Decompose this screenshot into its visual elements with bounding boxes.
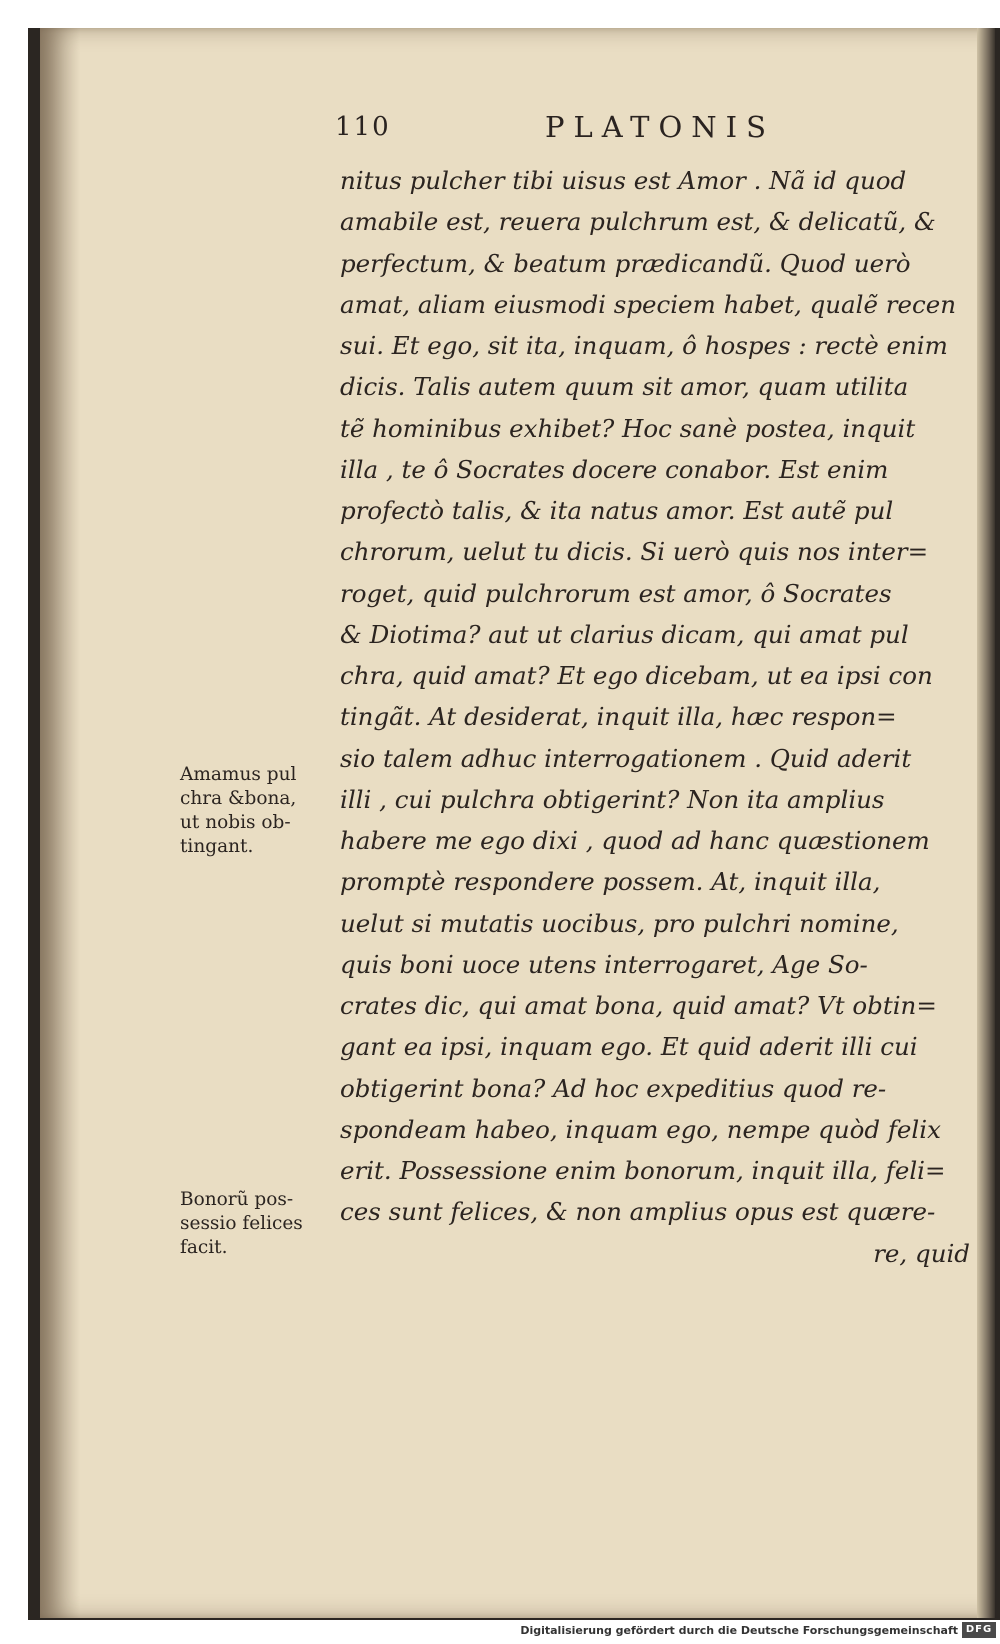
text-line: erit. Possessione enim bonorum, inquit illa, feli=	[340, 1156, 946, 1185]
text-line: sio talem adhuc interrogationem . Quid aderit	[340, 743, 912, 773]
text-line: illa , te ô Socrates docere conabor. Est enim	[340, 454, 889, 484]
marginal-note-line: sessio felices	[180, 1213, 303, 1234]
marginal-note	[180, 763, 335, 859]
page-header	[335, 96, 955, 152]
text-line: nitus pulcher tibi uisus est Amor . Nã id quod	[340, 166, 907, 195]
marginal-note-line: Amamus pul	[180, 764, 297, 785]
text-line: chra, quid amat? Et ego dicebam, ut ea ipsi con	[340, 661, 933, 690]
text-line: gant ea ipsi, inquam ego. Et quid aderit illi cui	[340, 1032, 918, 1062]
text-line: tẽ hominibus exhibet? Hoc sanè postea, inquit	[340, 413, 916, 443]
marginal-note	[180, 1188, 335, 1260]
text-line: & Diotima? aut ut clarius dicam, qui amat pul	[340, 619, 909, 649]
text-line: amat, aliam eiusmodi speciem habet, qualẽ recen	[340, 289, 956, 319]
page-number: 110	[335, 112, 391, 142]
text-line: illi , cui pulchra obtigerint? Non ita amplius	[340, 784, 885, 814]
text-line: habere me ego dixi , quod ad hanc quæstionem	[340, 826, 930, 855]
marginal-note-line: facit.	[180, 1237, 228, 1258]
text-line: uelut si mutatis uocibus, pro pulchri nomine,	[340, 908, 899, 938]
text-line: quis boni uoce utens interrogaret, Age So-	[340, 949, 868, 979]
text-line: dicis. Talis autem quum sit amor, quam utilita	[340, 372, 909, 402]
main-text-block	[340, 160, 970, 1274]
text-line: crates dic, qui amat bona, quid amat? Vt obtin=	[340, 991, 937, 1020]
text-line: profectò talis, & ita natus amor. Est autẽ pul	[340, 496, 894, 525]
marginal-note-line: ut nobis ob-	[180, 812, 291, 833]
text-line: spondeam habeo, inquam ego, nempe quòd felix	[340, 1114, 941, 1144]
marginal-note-line: chra &bona,	[180, 788, 297, 809]
marginal-note-line: Bonorũ pos-	[180, 1189, 294, 1210]
dfg-logo: DFG	[962, 1622, 996, 1638]
text-line: roget, quid pulchrorum est amor, ô Socrates	[340, 578, 892, 608]
digitization-footer	[0, 1620, 1000, 1644]
text-line: ces sunt felices, & non amplius opus est quære-	[340, 1197, 936, 1227]
running-title: PLATONIS	[545, 110, 775, 144]
text-line: tingãt. At desiderat, inquit illa, hæc respon=	[340, 702, 897, 732]
catchword: re, quid	[873, 1238, 970, 1268]
text-line: promptè respondere possem. At, inquit illa,	[340, 867, 881, 897]
text-line: amabile est, reuera pulchrum est, & delicatũ, &	[340, 207, 936, 237]
funding-credit: Digitalisierung gefördert durch die Deutsche Forschungsgemeinschaft	[520, 1624, 958, 1637]
marginal-note-line: tingant.	[180, 836, 254, 857]
gutter-shadow	[40, 28, 80, 1618]
text-line: chrorum, uelut tu dicis. Si uerò quis nos inter=	[340, 537, 929, 567]
text-line: sui. Et ego, sit ita, inquam, ô hospes : rectè enim	[340, 331, 948, 360]
text-line: obtigerint bona? Ad hoc expeditius quod re-	[340, 1073, 887, 1103]
text-line: perfectum, & beatum prædicandũ. Quod uerò	[340, 248, 911, 278]
page-edge	[977, 28, 995, 1618]
